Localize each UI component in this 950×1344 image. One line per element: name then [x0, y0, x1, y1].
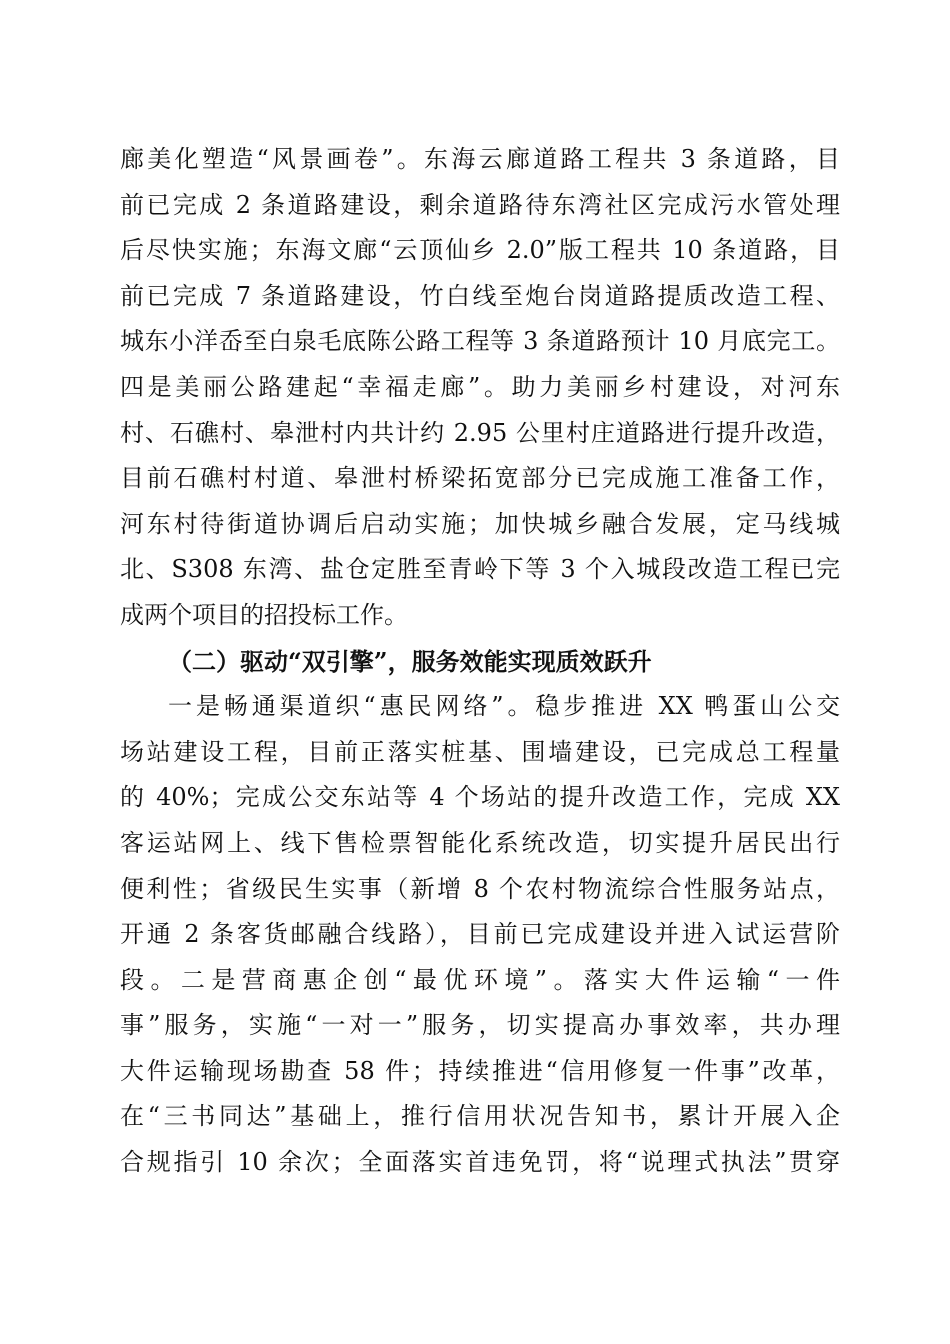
paragraph-line: 成两个项目的招投标工作。 — [120, 600, 408, 629]
document-body — [120, 137, 840, 1186]
paragraph-line: 四是美丽公路建起“幸福走廊”。助力美丽乡村建设，对河东 — [120, 372, 840, 401]
paragraph-line: 城东小洋岙至白泉毛底陈公路工程等 3 条道路预计 10 月底完工。 — [120, 327, 840, 356]
paragraph-line: 廊美化塑造“风景画卷”。东海云廊道路工程共 3 条道路，目 — [120, 145, 840, 173]
paragraph-line: 前已完成 7 条道路建设，竹白线至炮台岗道路提质改造工程、 — [120, 281, 840, 310]
paragraph-line: 一是畅通渠道织“惠民网络”。稳步推进 XX 鸭蛋山公交 — [168, 692, 840, 721]
paragraph-line: 事”服务，实施“一对一”服务，切实提高办事效率，共办理 — [120, 1011, 840, 1040]
paragraph-line: 河东村待街道协调后启动实施；加快城乡融合发展，定马线城 — [120, 509, 840, 538]
paragraph-line: 大件运输现场勘查 58 件；持续推进“信用修复一件事”改革， — [120, 1056, 840, 1085]
paragraph-line: 段。二是营商惠企创“最优环境”。落实大件运输“一件 — [120, 965, 840, 994]
paragraph-line: 开通 2 条客货邮融合线路），目前已完成建设并进入试运营阶 — [120, 920, 840, 949]
paragraph-line: 目前石礁村村道、皋泄村桥梁拓宽部分已完成施工准备工作， — [120, 464, 840, 493]
section-heading: （二）驱动“双引擎”，服务效能实现质效跃升 — [168, 646, 652, 676]
paragraph-line: 的 40%；完成公交东站等 4 个场站的提升改造工作，完成 XX — [120, 783, 840, 812]
paragraph-line: 前已完成 2 条道路建设，剩余道路待东湾社区完成污水管处理 — [120, 190, 840, 219]
paragraph-line: 便利性；省级民生实事（新增 8 个农村物流综合性服务站点， — [120, 874, 840, 903]
paragraph-line: 村、石礁村、皋泄村内共计约 2.95 公里村庄道路进行提升改造， — [120, 418, 840, 447]
paragraph-line: 客运站网上、线下售检票智能化系统改造，切实提升居民出行 — [120, 828, 840, 857]
paragraph-line: 后尽快实施；东海文廊“云顶仙乡 2.0”版工程共 10 条道路，目 — [120, 236, 840, 265]
paragraph-line: 在“三书同达”基础上，推行信用状况告知书，累计开展入企 — [120, 1102, 840, 1131]
paragraph-line: 北、S308 东湾、盐仓定胜至青岭下等 3 个入城段改造工程已完 — [120, 555, 840, 584]
paragraph-line: 场站建设工程，目前正落实桩基、围墙建设，已完成总工程量 — [120, 737, 840, 766]
paragraph-line: 合规指引 10 余次；全面落实首违免罚，将“说理式执法”贯穿 — [120, 1148, 840, 1177]
